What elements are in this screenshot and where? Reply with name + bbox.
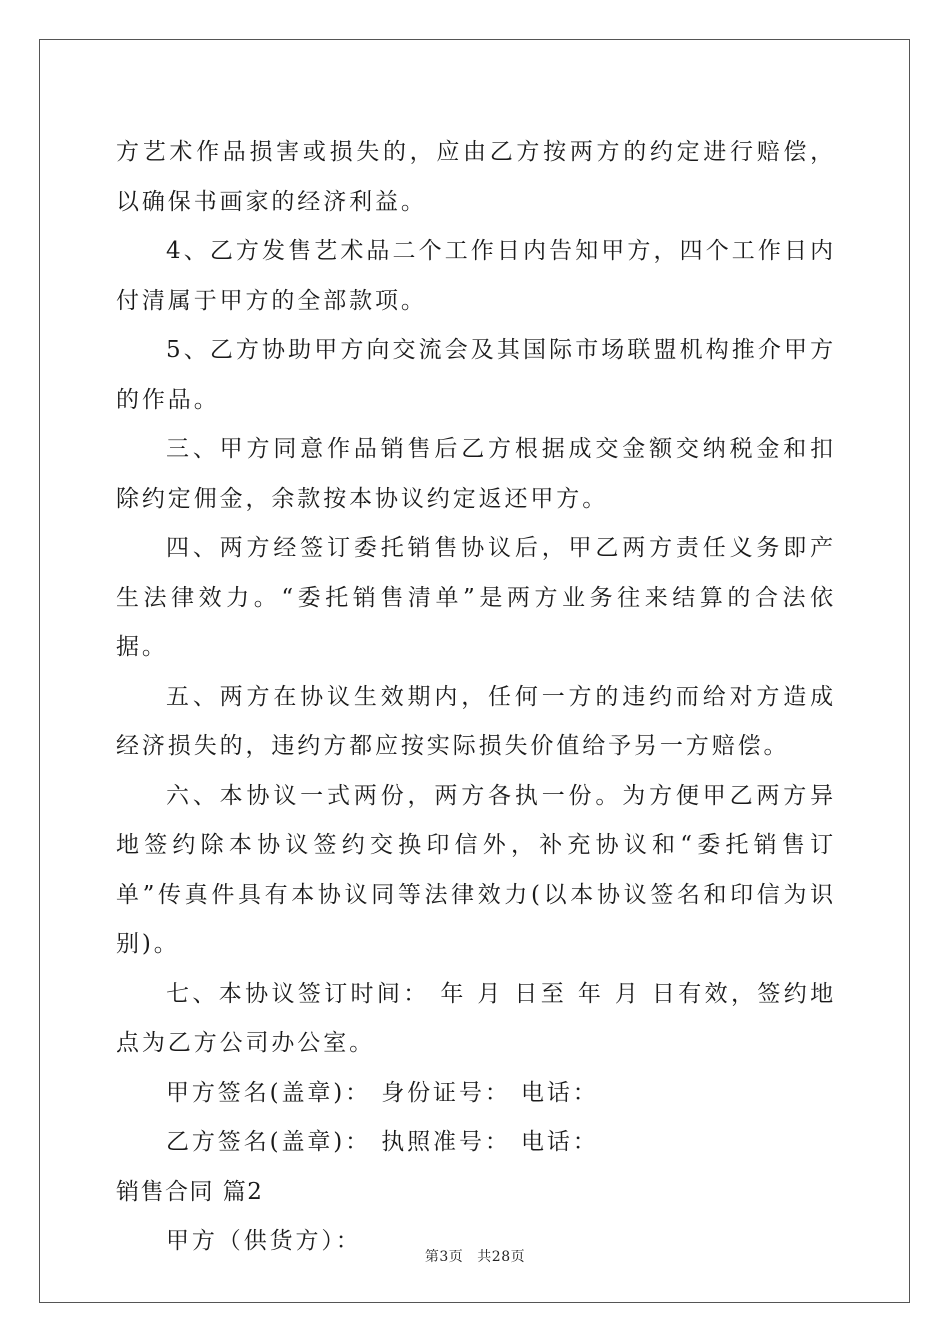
page-number: 第3页: [424, 1249, 464, 1265]
document-body: [116, 128, 836, 1267]
paragraph: 七、本协议签订时间： 年 月 日至 年 月 日有效，签约地点为乙方公司办公室。: [116, 980, 836, 1056]
signature-line-party-a: 甲方签名(盖章)： 身份证号： 电话：: [166, 1079, 599, 1106]
section-heading: 销售合同 篇2: [116, 1178, 264, 1205]
paragraph: 方艺术作品损害或损失的，应由乙方按两方的约定进行赔偿，以确保书画家的经济利益。: [116, 139, 836, 215]
page-footer: [0, 1246, 950, 1266]
paragraph: 4、乙方发售艺术品二个工作日内告知甲方，四个工作日内付清属于甲方的全部款项。: [116, 238, 836, 314]
paragraph: 三、甲方同意作品销售后乙方根据成交金额交纳税金和扣除约定佣金，余款按本协议约定返还甲方。: [116, 436, 836, 512]
paragraph: 六、本协议一式两份，两方各执一份。为方便甲乙两方异地签约除本协议签约交换印信外，补充协议和“委托销售订单”传真件具有本协议同等法律效力(以本协议签名和印信为识别)。: [116, 782, 836, 957]
signature-line-party-b: 乙方签名(盖章)： 执照准号： 电话：: [166, 1129, 599, 1155]
paragraph: 五、两方在协议生效期内，任何一方的违约而给对方造成经济损失的，违约方都应按实际损失价值给予另一方赔偿。: [116, 683, 836, 759]
page-total: 共28页: [477, 1249, 526, 1265]
paragraph: 5、乙方协助甲方向交流会及其国际市场联盟机构推介甲方的作品。: [116, 337, 836, 413]
paragraph: 甲方（供货方）：: [166, 1228, 362, 1254]
paragraph: 四、两方经签订委托销售协议后，甲乙两方责任义务即产生法律效力。“委托销售清单”是两方业务往来结算的合法依据。: [116, 535, 836, 660]
